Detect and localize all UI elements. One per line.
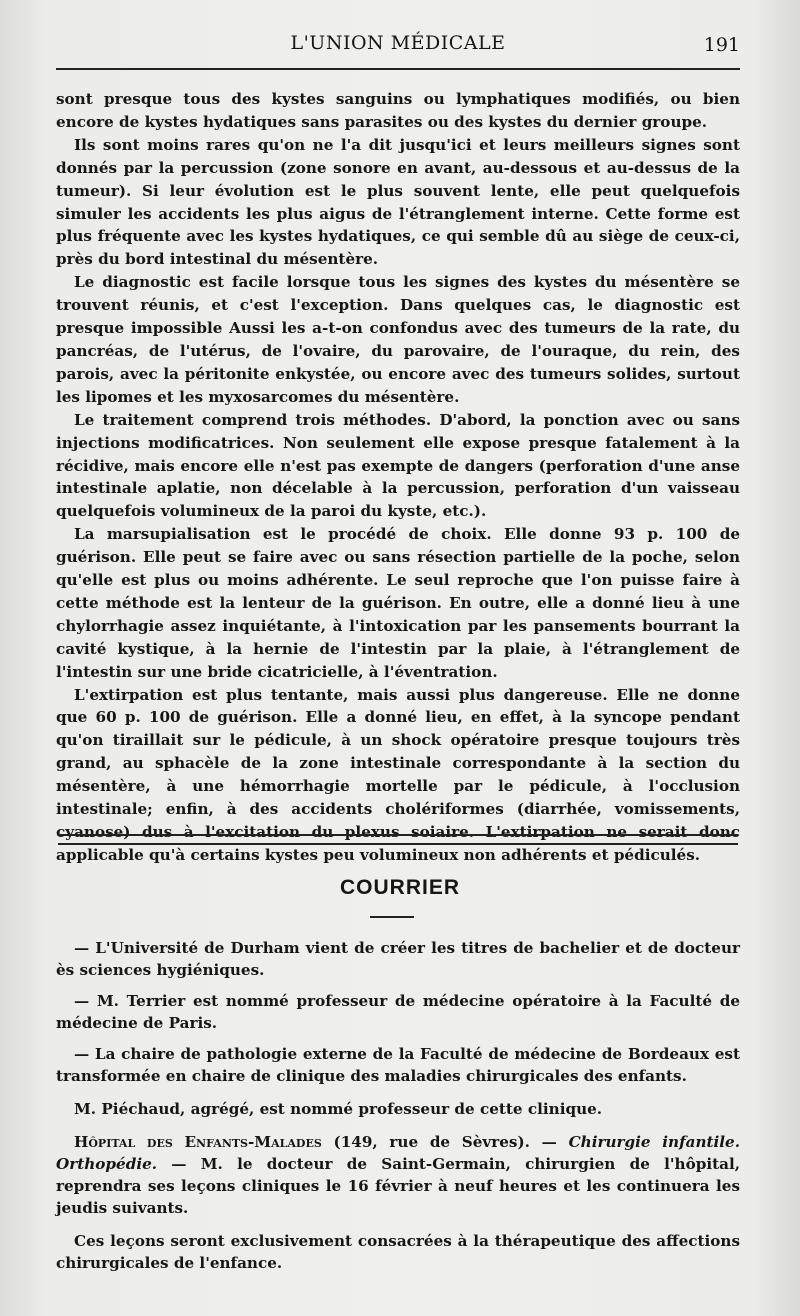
section-divider bbox=[58, 834, 738, 845]
news-item: — La chaire de pathologie externe de la Faculté de médecine de Bordeaux est transformée en chaire de clinique des maladies chirurgicales des enfants. bbox=[56, 1045, 740, 1085]
article-paragraph: Le traitement comprend trois méthodes. D'abord, la ponction avec ou sans injections modificatrices. Non seulement elle expose presque fatalement à la récidive, mais encore elle n'est pas exempte de dangers (perforation d'une anse intestinale aplatie, non décelable à la percussion, perforation d'un vaisseau quelquefois volumineux de la paroi du kyste, etc.). bbox=[56, 410, 740, 521]
hospital-notice bbox=[56, 1131, 740, 1219]
article-paragraph: Le diagnostic est facile lorsque tous les signes des kystes du mésentère se trouvent réunis, et c'est l'exception. Dans quelques cas, le diagnostic est presque impossible Aussi les a-t-on confondus avec des tumeurs de la rate, du pancréas, de l'utérus, de l'ovaire, du parovaire, de l'ouraque, du rein, des parois, avec la péritonite enkystée, ou encore avec des tumeurs solides, surtout les lipomes et les myxosarcomes du mésentère. bbox=[56, 273, 740, 406]
article-body bbox=[56, 88, 740, 867]
news-item: M. Piéchaud, agrégé, est nommé professeur de cette clinique. bbox=[74, 1100, 603, 1118]
news-item: Ces leçons seront exclusivement consacrées à la thérapeutique des affections chirurgicales de l'enfance. bbox=[56, 1232, 740, 1272]
news-item: — L'Université de Durham vient de créer les titres de bachelier et de docteur ès sciences hygiéniques. bbox=[56, 939, 740, 979]
article-paragraph: La marsupialisation est le procédé de choix. Elle donne 93 p. 100 de guérison. Elle peut se faire avec ou sans résection partielle de la poche, selon qu'elle est plus ou moins adhérente. Le seul reproche que l'on puisse faire à cette méthode est la lenteur de la guérison. En outre, elle a donné lieu à une chylorrhagie assez inquiétante, à l'intoxication par les pansements bourrant la cavité kystique, à la hernie de l'intestin par la plaie, à l'étranglement de l'intestin sur une bride cicatricielle, à l'éventration. bbox=[56, 525, 740, 681]
hospital-specialty: Chirurgie infantile. Orthopédie. bbox=[56, 1133, 740, 1173]
running-title: L'UNION MÉDICALE bbox=[290, 32, 506, 54]
page-header bbox=[56, 28, 740, 68]
article-paragraph: sont presque tous des kystes sanguins ou lymphatiques modifiés, ou bien encore de kystes hydatiques sans parasites ou des kystes du dernier groupe. bbox=[56, 90, 740, 131]
hospital-name: Hôpital des Enfants-Malades bbox=[74, 1133, 322, 1151]
courrier-title: COURRIER bbox=[339, 876, 460, 899]
courrier-section bbox=[56, 937, 740, 1283]
article-paragraph: L'extirpation est plus tentante, mais aussi plus dangereuse. Elle ne donne que 60 p. 100 de guérison. Elle a donné lieu, en effet, à la syncope pendant qu'on tiraillait sur le pédicule, à un shock opératoire presque toujours très grand, au sphacèle de la zone intestinale correspondante à la section du mésentère, à une hémorrhagie mortelle par le pédicule, à l'occlusion intestinale; enfin, à des accidents cholériformes (diarrhée, vomissements, cyanose) dus à l'excitation du plexus soiaire. L'extirpation ne serait donc applicable qu'à certains kystes peu volumineux non adhérents et pédiculés. bbox=[56, 685, 740, 864]
title-underline bbox=[370, 916, 414, 918]
hospital-notice-text: — M. le docteur de Saint-Germain, chirurgien de l'hôpital, reprendra ses leçons cliniques le 16 février à neuf heures et les continuera les jeudis suivants. bbox=[56, 1155, 740, 1217]
hospital-address: (149, rue de Sèvres). — bbox=[333, 1133, 569, 1151]
header-rule bbox=[56, 68, 740, 70]
news-item: — M. Terrier est nommé professeur de médecine opératoire à la Faculté de médecine de Paris. bbox=[56, 992, 740, 1032]
article-paragraph: Ils sont moins rares qu'on ne l'a dit jusqu'ici et leurs meilleurs signes sont donnés par la percussion (zone sonore en avant, au-dessous et au-dessus de la tumeur). Si leur évolution est le plus souvent lente, elle peut quelquefois simuler les accidents les plus aigus de l'étranglement interne. Cette forme est plus fréquente avec les kystes hydatiques, ce qui semble dû au siège de ceux-ci, près du bord intestinal du mésentère. bbox=[56, 135, 740, 269]
page-number: 191 bbox=[703, 34, 740, 56]
